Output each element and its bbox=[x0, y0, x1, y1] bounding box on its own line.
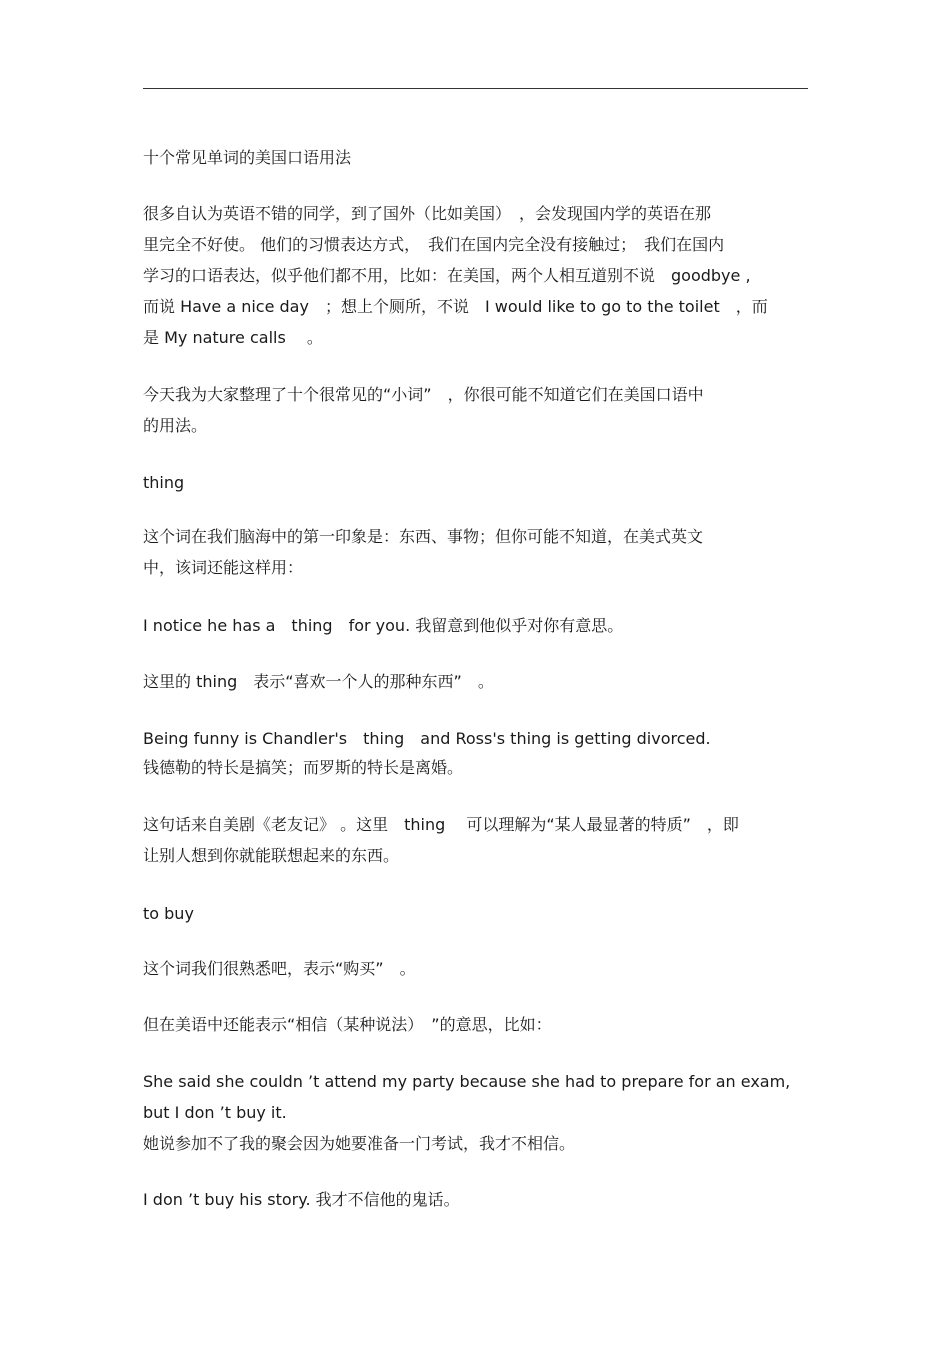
thing-note-2 bbox=[143, 809, 808, 871]
buy-example-1-line: She said she couldn ’t attend my party because she had to prepare for an exam, bbox=[143, 1072, 791, 1091]
buy-example-1-zh: 她说参加不了我的聚会因为她要准备一门考试，我才不相信。 bbox=[143, 1134, 576, 1153]
intro-line: 里完全不好使。 他们的习惯表达方式， 我们在国内完全没有接触过； 我们在国内 bbox=[143, 235, 725, 254]
thing-note-2-line: 让别人想到你就能联想起来的东西。 bbox=[143, 846, 400, 865]
preface-line: 的用法。 bbox=[143, 416, 208, 435]
intro-paragraph bbox=[143, 198, 808, 353]
header-rule bbox=[143, 88, 808, 89]
thing-example-2 bbox=[143, 723, 808, 783]
section-heading-buy: to buy bbox=[143, 904, 194, 923]
buy-example-2: I don ’t buy his story. 我才不信他的鬼话。 bbox=[143, 1190, 460, 1209]
section-heading-thing: thing bbox=[143, 473, 185, 492]
intro-line: 很多自认为英语不错的同学，到了国外（比如美国） ，会发现国内学的英语在那 bbox=[143, 204, 712, 223]
thing-note-2-line: 这句话来自美剧《老友记》 。这里 thing 可以理解为“某人最显著的特质” ，即 bbox=[143, 815, 739, 834]
buy-description-1: 这个词我们很熟悉吧，表示“购买” 。 bbox=[143, 959, 416, 978]
thing-example-2-zh: 钱德勒的特长是搞笑；而罗斯的特长是离婚。 bbox=[143, 758, 464, 777]
buy-description-2: 但在美语中还能表示“相信（某种说法） ”的意思，比如： bbox=[143, 1015, 552, 1034]
buy-example-1-line: but I don ’t buy it. bbox=[143, 1103, 287, 1122]
thing-description bbox=[143, 521, 808, 583]
thing-desc-line: 这个词在我们脑海中的第一印象是：东西、事物；但你可能不知道，在美式英文 bbox=[143, 527, 704, 546]
intro-line: 学习的口语表达，似乎他们都不用，比如：在美国，两个人相互道别不说 goodbye , bbox=[143, 266, 751, 285]
thing-desc-line: 中，该词还能这样用： bbox=[143, 558, 304, 577]
thing-note-1: 这里的 thing 表示“喜欢一个人的那种东西” 。 bbox=[143, 672, 494, 691]
document-title: 十个常见单词的美国口语用法 bbox=[143, 148, 352, 167]
intro-line: 而说 Have a nice day ；想上个厕所，不说 I would like to go to the toilet ，而 bbox=[143, 297, 768, 316]
thing-example-1: I notice he has a thing for you. 我留意到他似乎对你有意思。 bbox=[143, 616, 624, 635]
preface-line: 今天我为大家整理了十个很常见的“小词” ，你很可能不知道它们在美国口语中 bbox=[143, 385, 704, 404]
buy-example-1 bbox=[143, 1066, 808, 1159]
intro-line: 是 My nature calls 。 bbox=[143, 328, 323, 347]
preface-paragraph bbox=[143, 379, 808, 441]
thing-example-2-en: Being funny is Chandler's thing and Ross's thing is getting divorced. bbox=[143, 729, 711, 748]
